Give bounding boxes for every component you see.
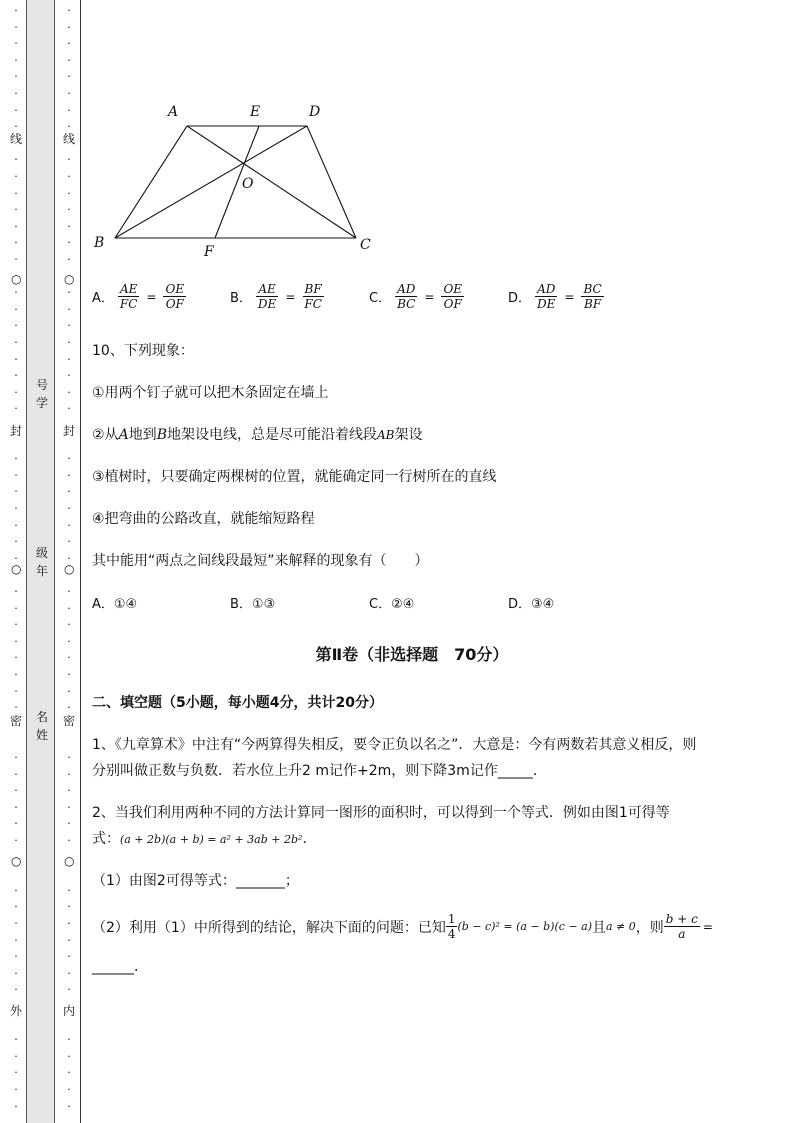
binding-dot: ·	[67, 302, 71, 316]
stamp-outer-mi: 密	[9, 714, 22, 728]
binding-dot: ·	[14, 452, 18, 466]
option-letter: C．	[369, 291, 392, 306]
binding-dot: ·	[14, 502, 18, 515]
binding-dot: ·	[14, 87, 18, 100]
fraction-left: $\frac{AD}{BC}$	[397, 282, 416, 311]
binding-dot: ·	[14, 1033, 18, 1047]
margin-edge-line	[80, 0, 81, 1123]
inner-dot-column	[64, 0, 74, 1123]
binding-dot: ·	[67, 767, 71, 781]
binding-dot: ·	[14, 286, 18, 300]
binding-circle: ○	[64, 272, 75, 286]
binding-dot: ·	[14, 336, 18, 349]
binding-circle: ○	[64, 854, 75, 868]
binding-dot: ·	[67, 1049, 71, 1063]
binding-dot: ·	[67, 502, 71, 515]
binding-dot: ·	[67, 87, 71, 100]
binding-dot: ·	[14, 53, 18, 67]
binding-dot: ·	[14, 817, 18, 831]
binding-dot: ·	[67, 933, 71, 947]
binding-dot: ·	[67, 452, 71, 466]
binding-dot: ·	[67, 950, 71, 964]
binding-dot: ·	[14, 1083, 18, 1096]
binding-dot: ·	[67, 834, 71, 847]
binding-dot: ·	[14, 585, 18, 598]
stamp-outer-wai: 外	[9, 1004, 22, 1018]
binding-dot: ·	[14, 385, 18, 399]
fraction-right: $\frac{BF}{FC}$	[304, 282, 322, 311]
binding-dot: ·	[67, 634, 71, 648]
binding-dot: ·	[67, 817, 71, 831]
q9-option-a[interactable]: A． $\frac{AE}{FC}$ = $\frac{OE}{OF}$	[92, 282, 185, 311]
q10-item-1: ①用两个钉子就可以把木条固定在墙上	[92, 385, 329, 401]
binding-dot: ·	[14, 900, 18, 914]
binding-dot: ·	[14, 319, 18, 333]
binding-dot: ·	[67, 369, 71, 383]
binding-circle: ○	[11, 272, 22, 286]
binding-dot: ·	[67, 203, 71, 217]
binding-dot: ·	[14, 1049, 18, 1063]
binding-dot: ·	[14, 153, 18, 167]
binding-dot: ·	[14, 170, 18, 183]
binding-dot: ·	[67, 1033, 71, 1047]
binding-dot: ·	[14, 203, 18, 217]
q10-option-b[interactable]: B．①③	[230, 597, 276, 612]
label-F: F	[204, 244, 214, 260]
fill1-line1: 1、《九章算术》中注有“今两算得失相反，要令正负以名之”．大意是：今有两数若其意义相反，则	[92, 737, 697, 753]
binding-dot: ·	[67, 385, 71, 399]
area-identity: (a + 2b)(a + b) = a² + 3ab + 2b²	[120, 833, 303, 846]
binding-dot: ·	[14, 784, 18, 798]
binding-dot: ·	[14, 983, 18, 997]
binding-dot: ·	[14, 933, 18, 947]
binding-dot: ·	[14, 668, 18, 681]
q10-item-2: ②从A地到B地架设电线，总是尽可能沿着线段AB架设	[92, 427, 423, 443]
label-A: A	[168, 104, 179, 120]
binding-dot: ·	[14, 950, 18, 964]
q10-stem: 10、下列现象：	[92, 343, 194, 359]
q10-option-c[interactable]: C．②④	[369, 597, 415, 612]
binding-dot: ·	[14, 701, 18, 715]
binding-dot: ·	[14, 37, 18, 51]
binding-dot: ·	[67, 253, 71, 266]
binding-dot: ·	[14, 402, 18, 416]
binding-dot: ·	[14, 834, 18, 847]
binding-dot: ·	[14, 253, 18, 266]
binding-dot: ·	[14, 219, 18, 233]
binding-dot: ·	[14, 618, 18, 632]
binding-dot: ·	[67, 286, 71, 300]
binding-dot: ·	[67, 551, 71, 565]
binding-dot: ·	[14, 518, 18, 532]
fraction-one-quarter: $\frac{1}{4}$	[447, 912, 456, 941]
binding-dot: ·	[67, 352, 71, 366]
binding-dot: ·	[67, 701, 71, 715]
binding-dot: ·	[14, 684, 18, 698]
binding-dot: ·	[67, 784, 71, 798]
binding-dot: ·	[14, 352, 18, 366]
label-C: C	[360, 237, 371, 253]
fraction-left: $\frac{AE}{DE}$	[257, 282, 277, 311]
binding-dot: ·	[67, 601, 71, 615]
binding-circle: ○	[11, 854, 22, 868]
binding-dot: ·	[67, 917, 71, 930]
binding-dot: ·	[14, 917, 18, 930]
binding-dot: ·	[14, 485, 18, 499]
fill2-sub1: （1）由图2可得等式：_______；	[92, 873, 299, 889]
binding-dot: ·	[67, 668, 71, 681]
binding-dot: ·	[14, 883, 18, 897]
binding-dot: ·	[14, 20, 18, 34]
stamp-inner-nei: 内	[62, 1004, 75, 1018]
binding-dot: ·	[14, 1099, 18, 1113]
binding-dot: ·	[67, 800, 71, 814]
binding-dot: ·	[67, 468, 71, 482]
binding-dot: ·	[67, 70, 71, 84]
q9-option-c[interactable]: C． $\frac{AD}{BC}$ = $\frac{OE}{OF}$	[369, 282, 463, 311]
binding-dot: ·	[67, 518, 71, 532]
q10-question: 其中能用“两点之间线段最短”来解释的现象有（ ）	[92, 553, 429, 569]
option-letter: A．	[92, 291, 114, 306]
binding-dot: ·	[67, 336, 71, 349]
binding-margin	[0, 0, 82, 1123]
binding-dot: ·	[14, 634, 18, 648]
label-student-number: 号学	[35, 378, 48, 410]
binding-dot: ·	[14, 120, 18, 134]
binding-dot: ·	[14, 103, 18, 117]
q10-option-a[interactable]: A．①④	[92, 597, 138, 612]
binding-dot: ·	[14, 236, 18, 250]
option-letter: B．	[230, 291, 252, 306]
binding-dot: ·	[14, 966, 18, 980]
fill2-line2: 式：(a + 2b)(a + b) = a² + 3ab + 2b²．	[92, 831, 317, 847]
binding-dot: ·	[67, 20, 71, 34]
label-O: O	[242, 176, 254, 192]
stamp-inner-xian: 线	[62, 132, 75, 146]
binding-dot: ·	[67, 651, 71, 665]
binding-dot: ·	[67, 170, 71, 183]
q10-item-4: ④把弯曲的公路改直，就能缩短路程	[92, 511, 315, 527]
binding-dot: ·	[67, 883, 71, 897]
binding-dot: ·	[67, 37, 71, 51]
outer-dot-column	[11, 0, 21, 1123]
fraction-right: $\frac{BC}{BF}$	[583, 282, 602, 311]
fill1-line2: 分别叫做正数与负数．若水位上升2 m记作+2m，则下降3m记作_____．	[92, 763, 547, 779]
fraction-left: $\frac{AE}{FC}$	[119, 282, 138, 311]
binding-dot: ·	[67, 103, 71, 117]
label-B: B	[94, 235, 105, 251]
fill2-line1: 2、当我们利用两种不同的方法计算同一图形的面积时，可以得到一个等式．例如由图1可得等	[92, 805, 670, 821]
binding-dot: ·	[14, 468, 18, 482]
binding-dot: ·	[14, 186, 18, 200]
fraction-left: $\frac{AD}{DE}$	[537, 282, 556, 311]
stamp-inner-mi: 密	[62, 714, 75, 728]
section2-title: 二、填空题（5小题，每小题4分，共计20分）	[92, 695, 383, 711]
binding-dot: ·	[14, 751, 18, 764]
label-E: E	[250, 104, 261, 120]
stamp-outer-feng: 封	[9, 424, 22, 438]
binding-dot: ·	[14, 535, 18, 549]
binding-dot: ·	[14, 4, 18, 17]
stamp-inner-feng: 封	[62, 424, 75, 438]
fill2-sub2: （2）利用（1）中所得到的结论，解决下面的问题：已知 $\frac{1}{4}$ (b − c)² = (a − b)(c − a) 且 a ≠ 0 ，则 $\frac{b + c}{a}$ =	[92, 912, 713, 941]
binding-dot: ·	[67, 1099, 71, 1113]
binding-dot: ·	[14, 302, 18, 316]
binding-dot: ·	[67, 1066, 71, 1080]
binding-dot: ·	[67, 751, 71, 764]
binding-dot: ·	[67, 402, 71, 416]
label-grade: 级年	[35, 546, 48, 578]
label-D: D	[309, 104, 321, 120]
fraction-b-plus-c-over-a: $\frac{b + c}{a}$	[665, 912, 698, 941]
binding-dot: ·	[67, 485, 71, 499]
binding-dot: ·	[14, 1066, 18, 1080]
binding-dot: ·	[67, 983, 71, 997]
binding-dot: ·	[67, 585, 71, 598]
binding-dot: ·	[67, 1083, 71, 1096]
binding-dot: ·	[14, 70, 18, 84]
part2-title: 第Ⅱ卷（非选择题 70分）	[315, 645, 509, 664]
fraction-right: $\frac{OE}{OF}$	[443, 282, 463, 311]
binding-dot: ·	[14, 800, 18, 814]
label-name: 名姓	[35, 710, 48, 742]
binding-dot: ·	[67, 535, 71, 549]
binding-dot: ·	[67, 966, 71, 980]
binding-circle: ○	[64, 562, 75, 576]
binding-dot: ·	[67, 618, 71, 632]
binding-dot: ·	[14, 767, 18, 781]
fill2-answer-blank[interactable]: ______．	[92, 959, 148, 975]
binding-dot: ·	[67, 236, 71, 250]
binding-dot: ·	[14, 651, 18, 665]
binding-dot: ·	[67, 186, 71, 200]
trapezoid-figure	[92, 96, 392, 266]
q10-option-d[interactable]: D．③④	[508, 597, 555, 612]
fraction-right: $\frac{OE}{OF}$	[165, 282, 185, 311]
stamp-outer-xian: 线	[9, 132, 22, 146]
binding-dot: ·	[67, 153, 71, 167]
binding-dot: ·	[14, 551, 18, 565]
binding-dot: ·	[67, 319, 71, 333]
q9-option-d[interactable]: D． $\frac{AD}{DE}$ = $\frac{BC}{BF}$	[508, 282, 602, 311]
q10-item-3: ③植树时，只要确定两棵树的位置，就能确定同一行树所在的直线	[92, 469, 497, 485]
binding-dot: ·	[67, 684, 71, 698]
binding-dot: ·	[67, 53, 71, 67]
binding-dot: ·	[14, 601, 18, 615]
binding-dot: ·	[67, 4, 71, 17]
binding-dot: ·	[67, 900, 71, 914]
q9-option-b[interactable]: B． $\frac{AE}{DE}$ = $\frac{BF}{FC}$	[230, 282, 322, 311]
binding-dot: ·	[67, 120, 71, 134]
binding-dot: ·	[67, 219, 71, 233]
option-letter: D．	[508, 291, 532, 306]
binding-dot: ·	[14, 369, 18, 383]
binding-circle: ○	[11, 562, 22, 576]
